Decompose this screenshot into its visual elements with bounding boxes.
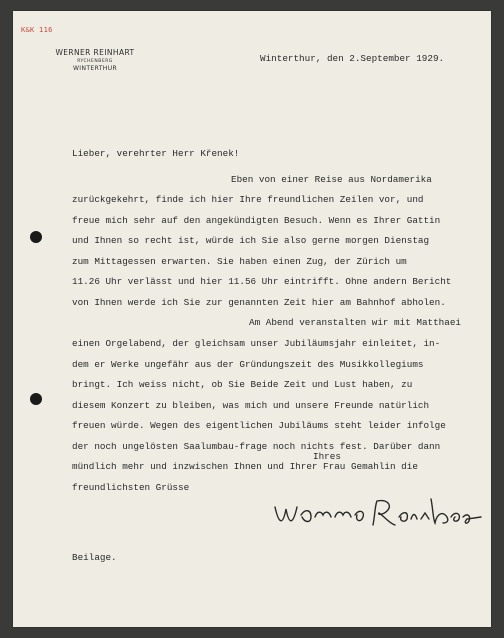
- body-line: freundlichsten Grüsse: [72, 482, 190, 493]
- punch-hole: [30, 231, 42, 243]
- body-line: freuen würde. Wegen des eigentlichen Jubiläums steht leider infolge: [72, 420, 446, 431]
- body-line: und Ihnen so recht ist, würde ich Sie also gerne morgen Dienstag: [72, 235, 430, 246]
- body-line: einen Orgelabend, der gleichsam unser Jubiläumsjahr einleitet, in-: [72, 338, 441, 349]
- punch-hole: [30, 393, 42, 405]
- body-line: zum Mittagessen erwarten. Sie haben einen Zug, der Zürich um: [72, 256, 407, 267]
- closing: Ihres: [313, 451, 341, 462]
- enclosure-note: Beilage.: [72, 552, 117, 563]
- salutation: Lieber, verehrter Herr Křenek!: [72, 148, 240, 159]
- body-line: Am Abend veranstalten wir mit Matthaei: [249, 317, 462, 328]
- letterhead-city: WINTERTHUR: [72, 65, 118, 72]
- letterhead-name: WERNER REINHART: [55, 48, 135, 57]
- date-line: Winterthur, den 2.September 1929.: [260, 53, 445, 64]
- body-line: freue mich sehr auf den angekündigten Besuch. Wenn es Ihrer Gattin: [72, 215, 441, 226]
- body-line: zurückgekehrt, finde ich hier Ihre freundlichen Zeilen vor, und: [72, 194, 424, 205]
- body-line: Eben von einer Reise aus Nordamerika: [231, 174, 432, 185]
- body-line: diesem Konzert zu bleiben, was mich und unsere Freunde natürlich: [72, 400, 430, 411]
- body-line: 11.26 Uhr verlässt und hier 11.56 Uhr eintrifft. Ohne andern Bericht: [72, 276, 452, 287]
- body-line: der noch ungelösten Saalumbau-frage noch nichts fest. Darüber dann: [72, 441, 441, 452]
- body-line: von Ihnen werde ich Sie zur genannten Zeit hier am Bahnhof abholen.: [72, 297, 446, 308]
- archive-mark: K&K 116: [21, 26, 53, 34]
- handwritten-signature: [271, 495, 485, 535]
- body-line: bringt. Ich weiss nicht, ob Sie Beide Zeit und Lust haben, zu: [72, 379, 413, 390]
- letter-page: [13, 11, 491, 627]
- letterhead-estate: RYCHENBERG: [77, 59, 113, 64]
- body-line: dem er Werke ungefähr aus der Gründungszeit des Musikkollegiums: [72, 359, 424, 370]
- body-line: mündlich mehr und inzwischen Ihnen und Ihrer Frau Gemahlin die: [72, 461, 418, 472]
